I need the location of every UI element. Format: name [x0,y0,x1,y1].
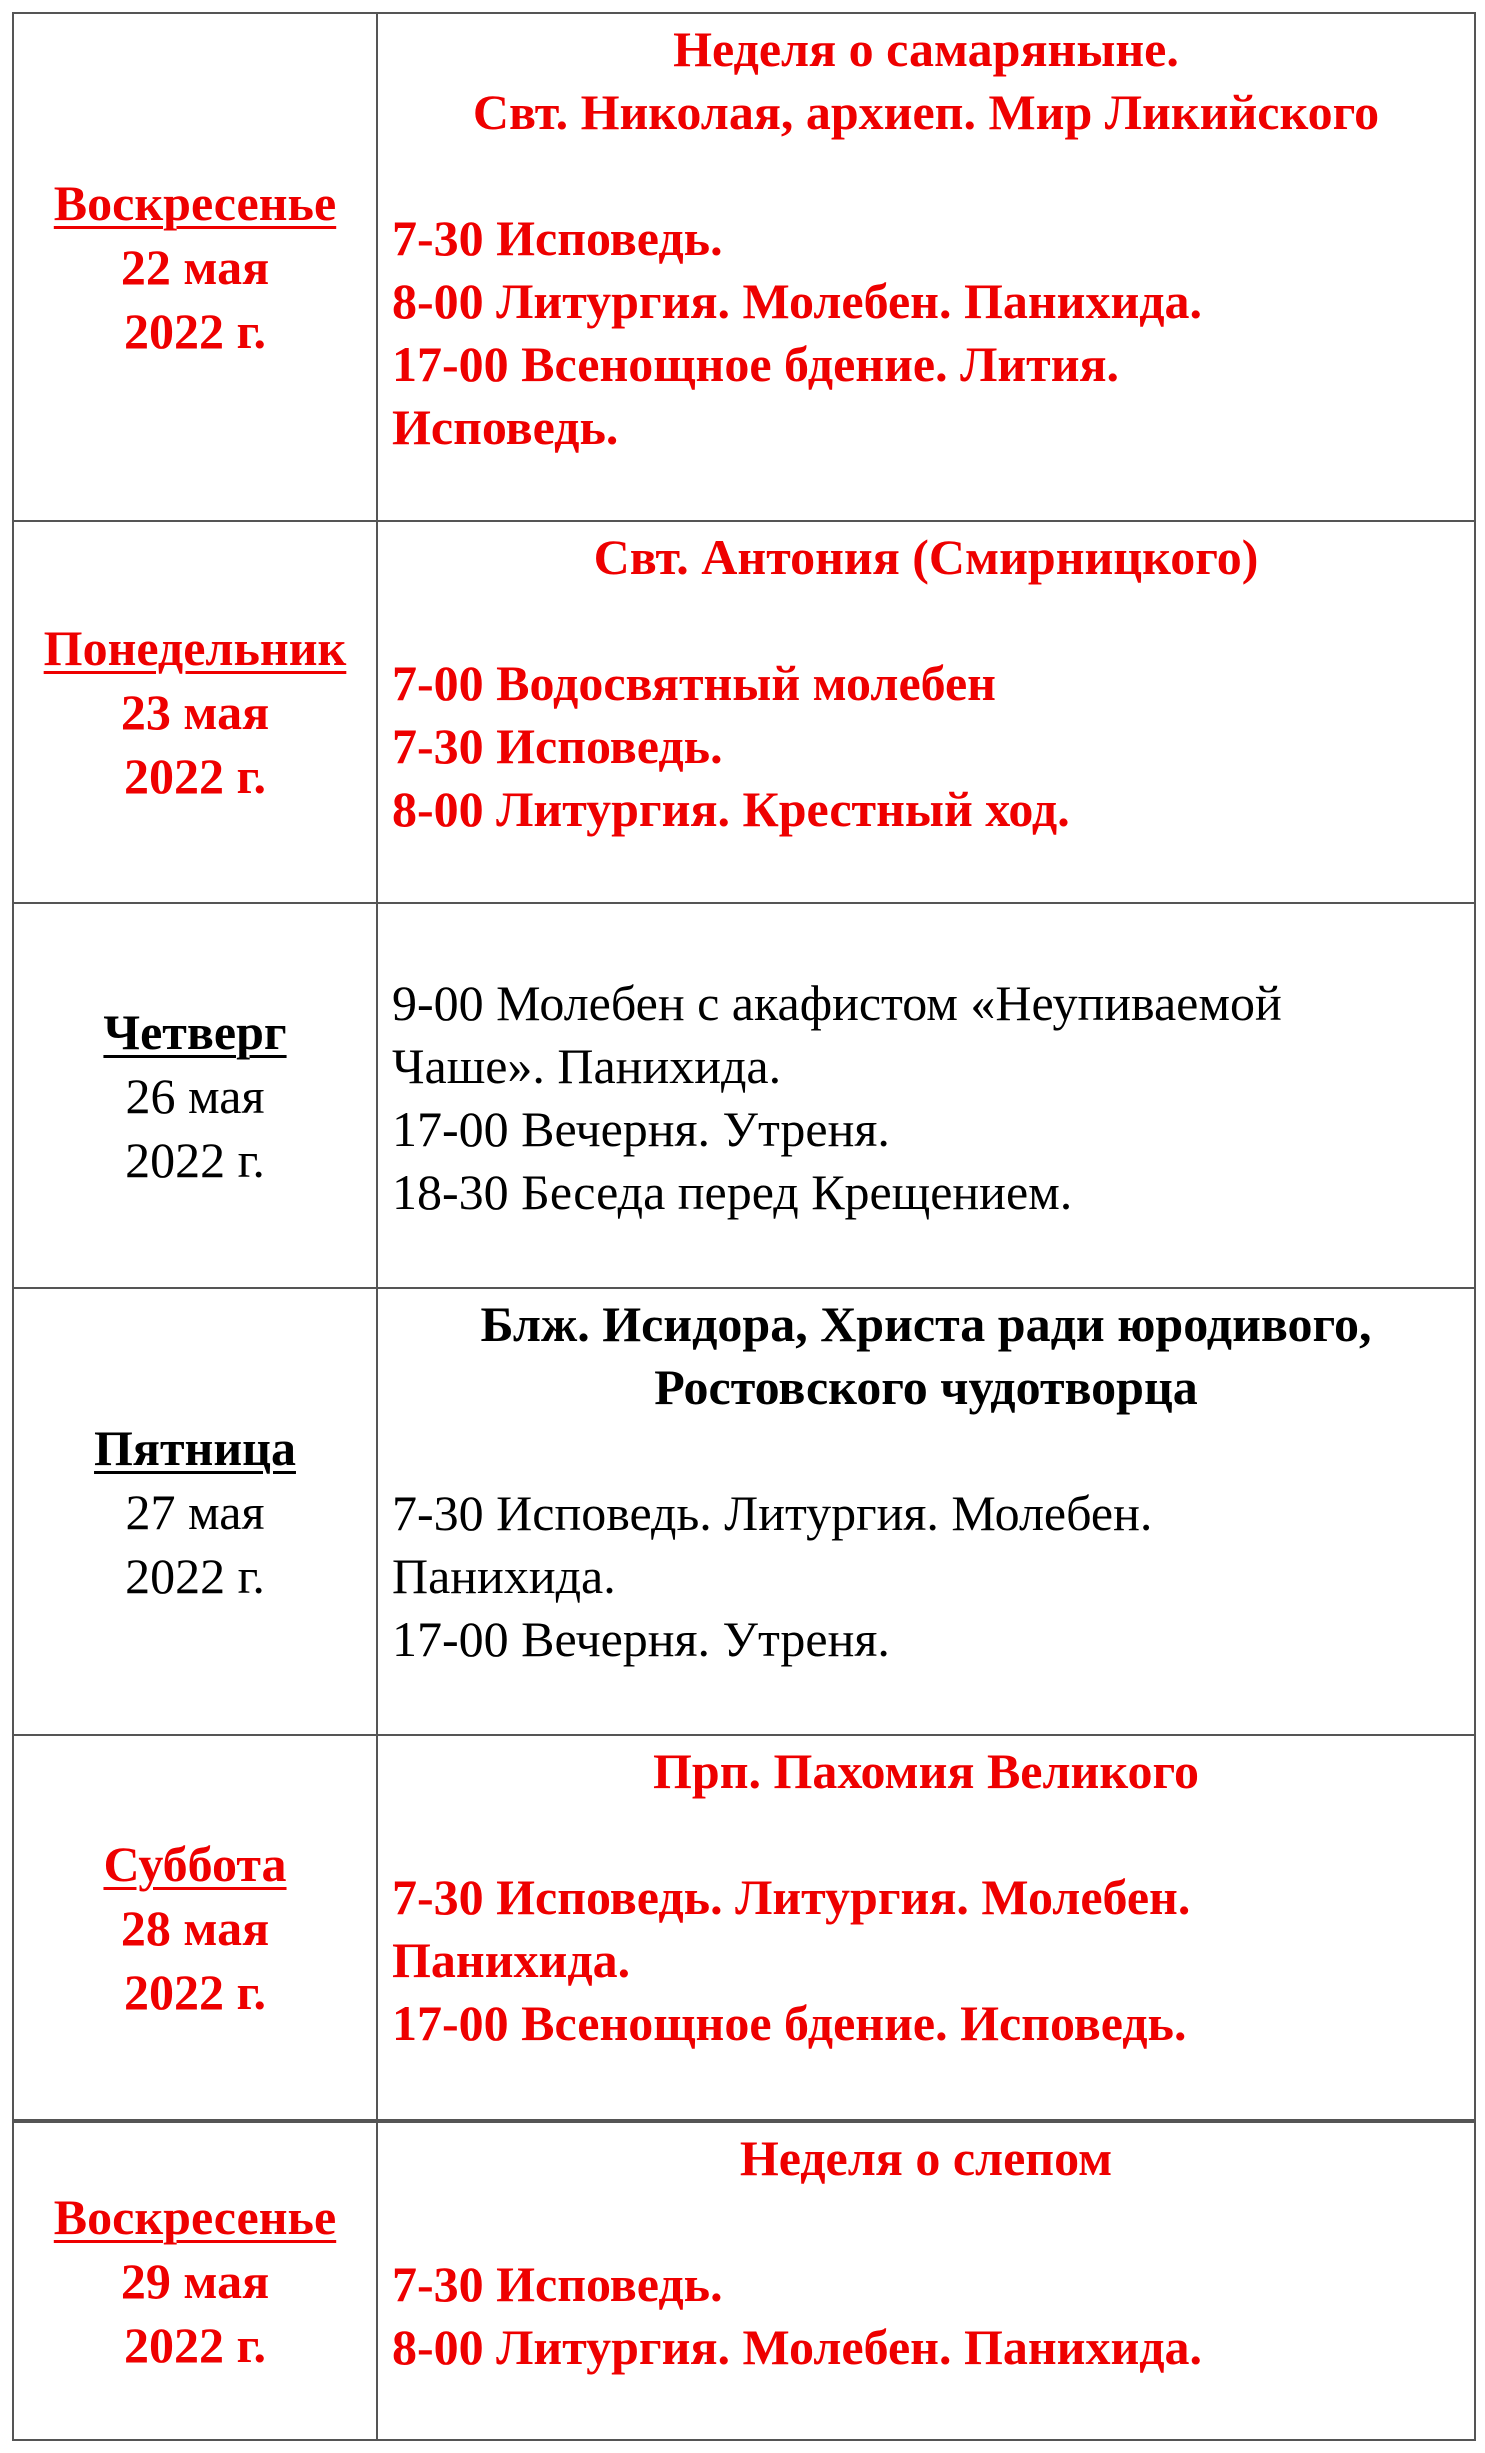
day-name: Четверг [103,1003,287,1060]
service-item: 8-00 Литургия. Крестный ход. [392,781,1070,837]
date-text: 27 мая [125,1483,265,1540]
feast-title [392,1740,1460,1803]
feast-title [392,1293,1460,1419]
service-item: 9-00 Молебен с акафистом «Неупиваемой [392,975,1282,1031]
feast-title-line: Неделя о слепом [739,2130,1113,2186]
year-text: 2022 г. [125,1131,265,1188]
feast-title-line: Блж. Исидора, Христа ради юродивого, [480,1296,1372,1352]
service-item: 7-30 Исповедь. [392,210,723,266]
schedule-row-sunday-22 [12,12,1476,522]
service-item: 8-00 Литургия. Молебен. Панихида. [392,2319,1203,2375]
day-name: Понедельник [43,620,347,676]
schedule-row-monday-23 [12,522,1476,904]
date-cell [14,14,378,520]
year-text: 2022 г. [123,748,267,804]
date-cell [14,1289,378,1734]
service-item: 17-00 Всенощное бдение. Лития. [392,336,1120,392]
service-item: Исповедь. [392,399,619,455]
feast-title-line: Свт. Николая, архиеп. Мир Ликийского [472,84,1380,140]
feast-title [392,18,1460,144]
date-text: 23 мая [120,684,270,740]
feast-title-line: Неделя о самаряныне. [673,21,1179,77]
service-item: 8-00 Литургия. Молебен. Панихида. [392,273,1203,329]
schedule-row-friday-27 [12,1289,1476,1736]
service-item: 17-00 Вечерня. Утреня. [392,1611,890,1667]
service-item: Панихида. [392,1932,631,1988]
day-name: Пятница [94,1419,296,1476]
feast-title-line: Свт. Антония (Смирницкого) [593,529,1259,585]
year-text: 2022 г. [123,2317,267,2373]
service-item: 17-00 Всенощное бдение. Исповедь. [392,1995,1187,2051]
services-cell [378,904,1474,1287]
service-item: 7-00 Водосвятный молебен [392,655,996,711]
services-cell [378,1289,1474,1734]
schedule-table [12,12,1476,2441]
day-name: Суббота [103,1835,287,1892]
day-name: Воскресенье [53,2189,337,2245]
service-item: 7-30 Исповедь. Литургия. Молебен. [392,1485,1153,1541]
date-cell [14,2123,378,2439]
service-item: 7-30 Исповедь. [392,718,723,774]
feast-title-line: Прп. Пахомия Великого [653,1743,1199,1799]
date-cell [14,1736,378,2119]
services-cell [378,2123,1474,2439]
date-text: 28 мая [120,1899,270,1956]
feast-title [392,2127,1460,2190]
service-item: Панихида. [392,1548,616,1604]
year-text: 2022 г. [123,1963,267,2020]
service-item: 7-30 Исповедь. [392,2256,723,2312]
date-text: 26 мая [125,1067,265,1124]
date-text: 22 мая [120,239,270,295]
service-item: 7-30 Исповедь. Литургия. Молебен. [392,1869,1191,1925]
date-text: 29 мая [120,2253,270,2309]
schedule-row-saturday-28 [12,1736,1476,2121]
day-name: Воскресенье [53,175,337,231]
service-item: 17-00 Вечерня. Утреня. [392,1101,890,1157]
year-text: 2022 г. [125,1547,265,1604]
services-cell [378,1736,1474,2119]
feast-title-line: Ростовского чудотворца [654,1359,1198,1415]
service-item: 18-30 Беседа перед Крещением. [392,1164,1073,1220]
schedule-row-thursday-26 [12,904,1476,1289]
schedule-row-sunday-29 [12,2121,1476,2441]
service-item: Чаше». Панихида. [392,1038,782,1094]
date-cell [14,522,378,902]
services-cell [378,14,1474,520]
feast-title [392,526,1460,589]
services-cell [378,522,1474,902]
year-text: 2022 г. [123,303,267,359]
date-cell [14,904,378,1287]
